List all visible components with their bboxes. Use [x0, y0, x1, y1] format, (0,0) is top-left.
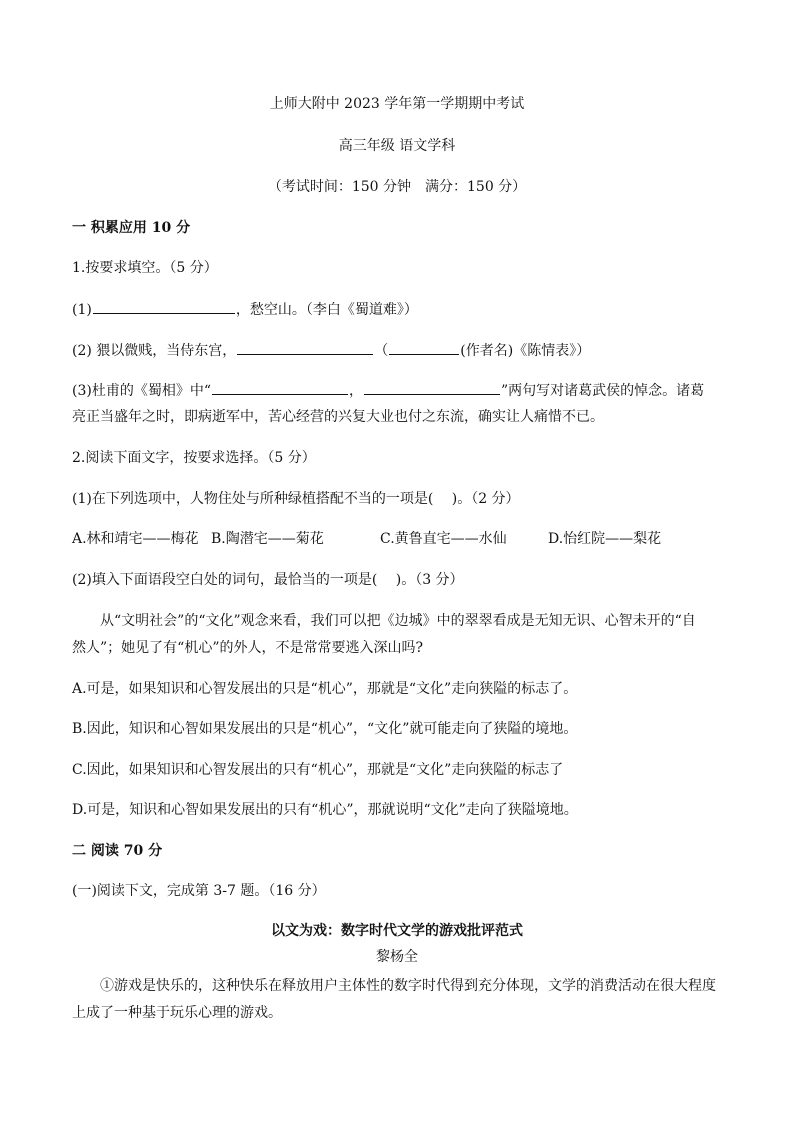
- fill-blank[interactable]: [364, 380, 500, 395]
- question-1-item-3-continued: 亮正当盛年之时，即病逝军中，苦心经营的兴复大业也付之东流，确实让人痛惜不已。: [72, 409, 604, 425]
- question-2-sub-1: (1)在下列选项中，人物住处与所种绿植搭配不当的一项是( )。（2 分）: [72, 491, 520, 507]
- exam-subtitle: 高三年级 语文学科: [338, 138, 456, 154]
- fill-blank[interactable]: [237, 340, 373, 355]
- item-3-suffix: ”两句写对诸葛武侯的悼念。诸葛: [501, 383, 705, 399]
- article-title: 以文为戏：数字时代文学的游戏批评范式: [271, 923, 523, 939]
- article-paragraph-1-line-1: ①游戏是快乐的，这种快乐在释放用户主体性的数字时代得到充分体现，文学的消费活动在很大程度: [100, 978, 716, 994]
- sub-1-option-d[interactable]: D.怡红院——梨花: [548, 531, 662, 547]
- choice-d[interactable]: D.可是，知识和心智如果发展出的只有“机心”，那就说明“文化”走向了狭隘境地。: [72, 802, 578, 818]
- question-1-stem: 1.按要求填空。（5 分）: [72, 260, 218, 276]
- section-heading-reading: 二 阅读 70 分: [72, 843, 163, 859]
- choice-b[interactable]: B.因此，知识和心智如果发展出的只是“机心”，“文化”就可能走向了狭隘的境地。: [72, 721, 578, 737]
- question-2-sub-2: (2)填入下面语段空白处的词句，最恰当的一项是( )。（3 分）: [72, 572, 464, 588]
- passage-line-2: 然人”；她见了有“机心”的外人，不是常常要逃入深山吗?: [72, 640, 423, 656]
- author-blank[interactable]: [389, 340, 459, 355]
- item-1-prefix: (1): [72, 302, 92, 318]
- sub-1-option-b[interactable]: B.陶潜宅——菊花: [211, 531, 324, 547]
- question-1-item-3: [72, 380, 704, 401]
- choice-a[interactable]: A.可是，如果知识和心智发展出的只是“机心”，那就是“文化”走向狭隘的标志了。: [72, 681, 578, 697]
- question-1-item-2: [72, 340, 590, 361]
- exam-title: 上师大附中 2023 学年第一学期期中考试: [269, 96, 525, 112]
- reading-part-1-intro: (一)阅读下文，完成第 3-7 题。（16 分）: [72, 883, 326, 899]
- item-2-suffix: (作者名)《陈情表》）: [460, 343, 591, 359]
- item-1-suffix: ，愁空山。（李白《蜀道难》）: [235, 302, 418, 318]
- article-paragraph-1-line-2: 上成了一种基于玩乐心理的游戏。: [72, 1005, 282, 1021]
- item-3-middle: ，: [349, 383, 363, 399]
- choice-c[interactable]: C.因此，如果知识和心智发展出的只有“机心”，那就是“文化”走向狭隘的标志了: [72, 762, 564, 778]
- item-3-prefix: (3)杜甫的《蜀相》中“: [72, 383, 211, 399]
- sub-1-option-c[interactable]: C.黄鲁直宅——水仙: [380, 531, 507, 547]
- item-2-prefix: (2) 猥以微贱，当侍东宫，: [72, 343, 237, 359]
- passage-line-1: 从“文明社会”的“文化”观念来看，我们可以把《边城》中的翠翠看成是无知无识、心智未开的“自: [100, 613, 696, 629]
- fill-blank[interactable]: [93, 299, 235, 314]
- exam-info: （考试时间：150 分钟 满分：150 分）: [267, 179, 527, 195]
- fill-blank[interactable]: [212, 380, 348, 395]
- question-2-stem: 2.阅读下面文字，按要求选择。（5 分）: [72, 450, 316, 466]
- sub-1-option-a[interactable]: A.林和靖宅——梅花: [72, 531, 199, 547]
- question-1-item-1: [72, 299, 418, 320]
- section-heading-accumulation: 一 积累应用 10 分: [72, 220, 191, 236]
- item-2-middle: （: [374, 343, 389, 359]
- article-author: 黎杨全: [376, 949, 418, 965]
